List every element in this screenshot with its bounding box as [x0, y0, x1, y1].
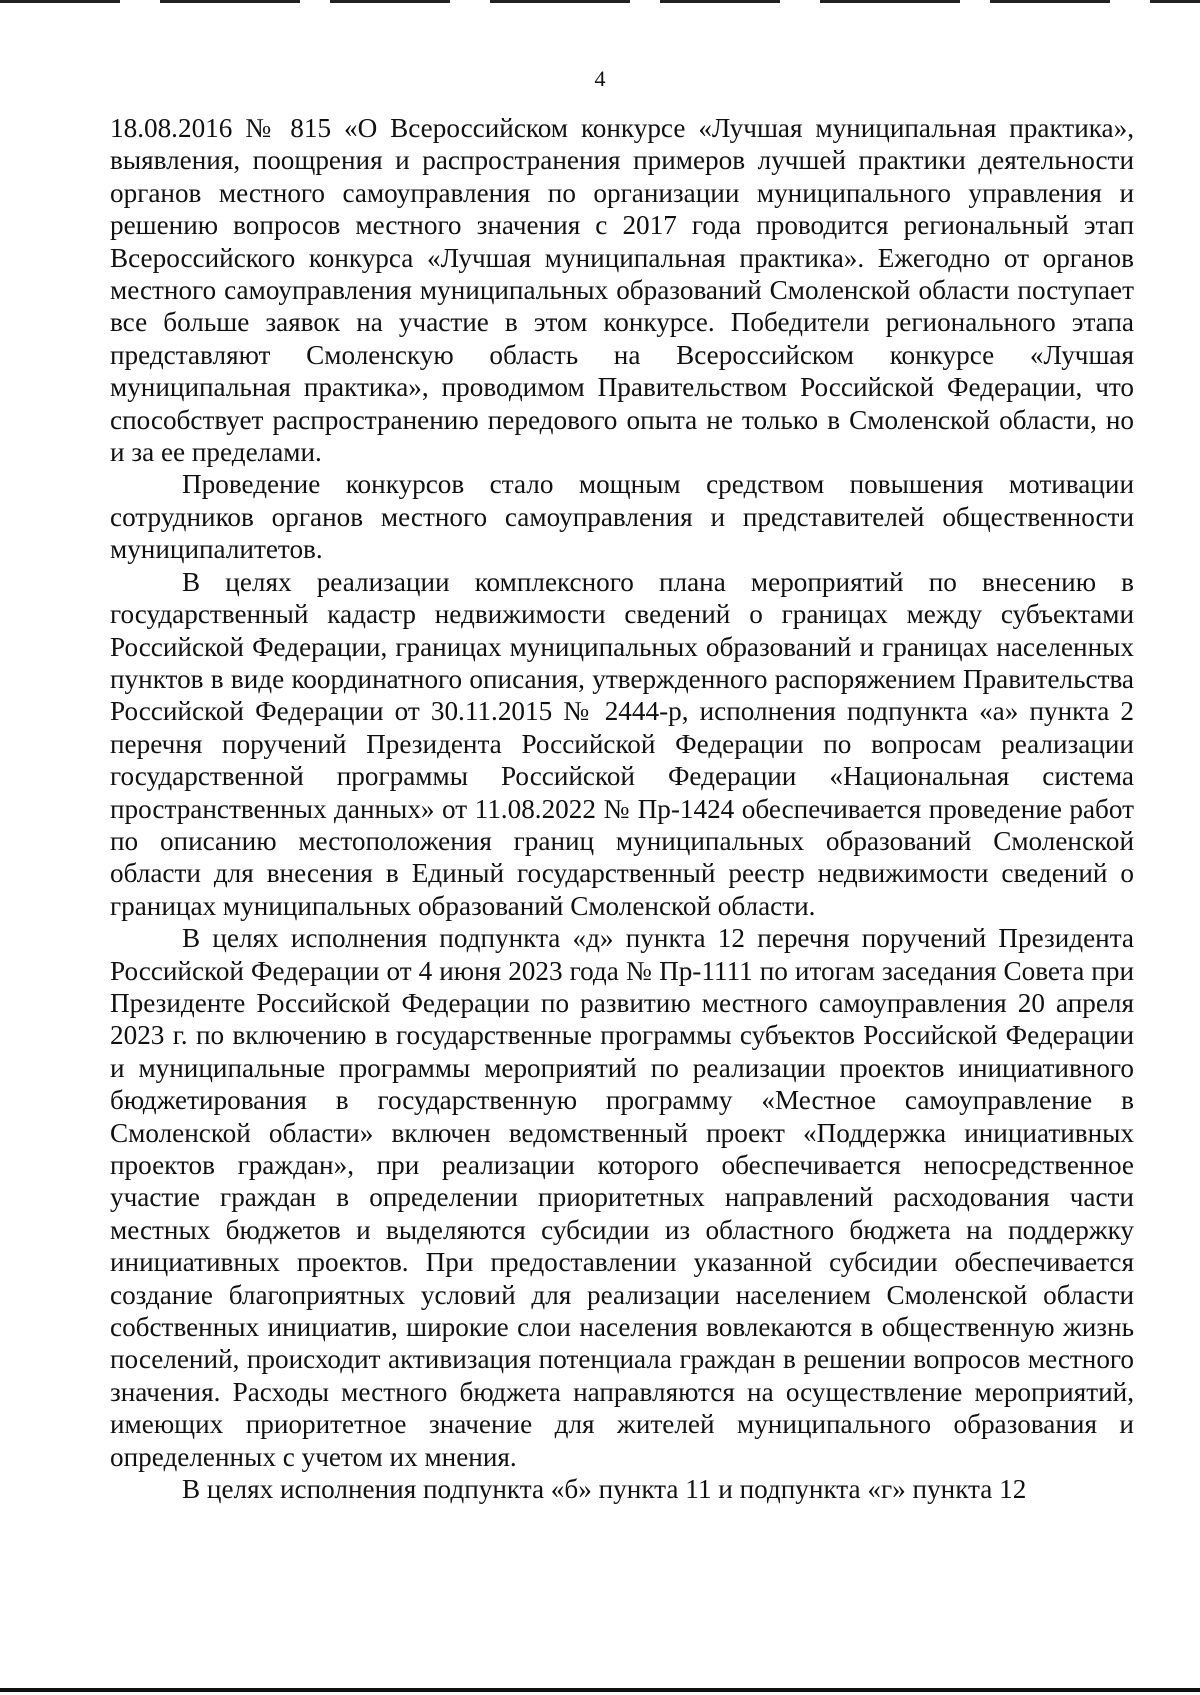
page-number: 4 — [594, 66, 606, 91]
paragraph-5: В целях исполнения подпункта «б» пункта 11 и подпункта «г» пункта 12 — [182, 1474, 1027, 1505]
scan-top-border — [0, 0, 1200, 3]
paragraph-4: В целях исполнения подпункта «д» пункта 12 перечня поручений Президента Российской Федерации от 4 июня 2023 года № Пр-1111 по итогам заседания Совета при Президенте Российской Федерации по развитию местного самоуправления 20 апреля 2023 г. по включению в государственные программы субъектов Российской Федерации и муниципальные программы мероприятий по реализации проектов инициативного бюджетирования в государственную программу «Местное самоуправление в Смоленской области» включен ведомственный проект «Поддержка инициативных проектов граждан», при реализации которого обеспечивается непосредственное участие граждан в определении приоритетных направлений расходования части местных бюджетов и выделяются субсидии из областного бюджета на поддержку инициативных проектов. При предоставлении указанной субсидии обеспечивается создание благоприятных условий для реализации населением Смоленской области собственных инициатив, широкие слои населения вовлекаются в общественную жизнь поселений, происходит активизация потенциала граждан в решении вопросов местного значения. Расходы местного бюджета направляются на осуществление мероприятий, имеющих приоритетное значение для жителей муниципального образования и определенных с учетом их мнения. — [110, 923, 1134, 1472]
paragraph-2: Проведение конкурсов стало мощным средством повышения мотивации сотрудников органов местного самоуправления и представителей общественности муниципалитетов. — [110, 469, 1134, 565]
paragraph-1: 18.08.2016 № 815 «О Всероссийском конкурсе «Лучшая муниципальная практика», выявления, поощрения и распространения примеров лучшей практики деятельности органов местного самоуправления по организации муниципального управления и решению вопросов местного значения с 2017 года проводится региональный этап Всероссийского конкурса «Лучшая муниципальная практика». Ежегодно от органов местного самоуправления муниципальных образований Смоленской области поступает все больше заявок на участие в этом конкурсе. Победители регионального этапа представляют Смоленскую область на Всероссийском конкурсе «Лучшая муниципальная практика», проводимом Правительством Российской Федерации, что способствует распространению передового опыта не только в Смоленской области, но и за ее пределами. — [110, 113, 1134, 468]
scan-bottom-border — [0, 1688, 1200, 1692]
paragraph-3: В целях реализации комплексного плана мероприятий по внесению в государственный кадастр недвижимости сведений о границах между субъектами Российской Федерации, границах муниципальных образований и границах населенных пунктов в виде координатного описания, утвержденного распоряжением Правительства Российской Федерации от 30.11.2015 № 2444-р, исполнения подпункта «а» пункта 2 перечня поручений Президента Российской Федерации по вопросам реализации государственной программы Российской Федерации «Национальная система пространственных данных» от 11.08.2022 № Пр-1424 обеспечивается проведение работ по описанию местоположения границ муниципальных образований Смоленской области для внесения в Единый государственный реестр недвижимости сведений о границах муниципальных образований Смоленской области. — [110, 566, 1134, 921]
document-body — [110, 112, 1134, 1505]
